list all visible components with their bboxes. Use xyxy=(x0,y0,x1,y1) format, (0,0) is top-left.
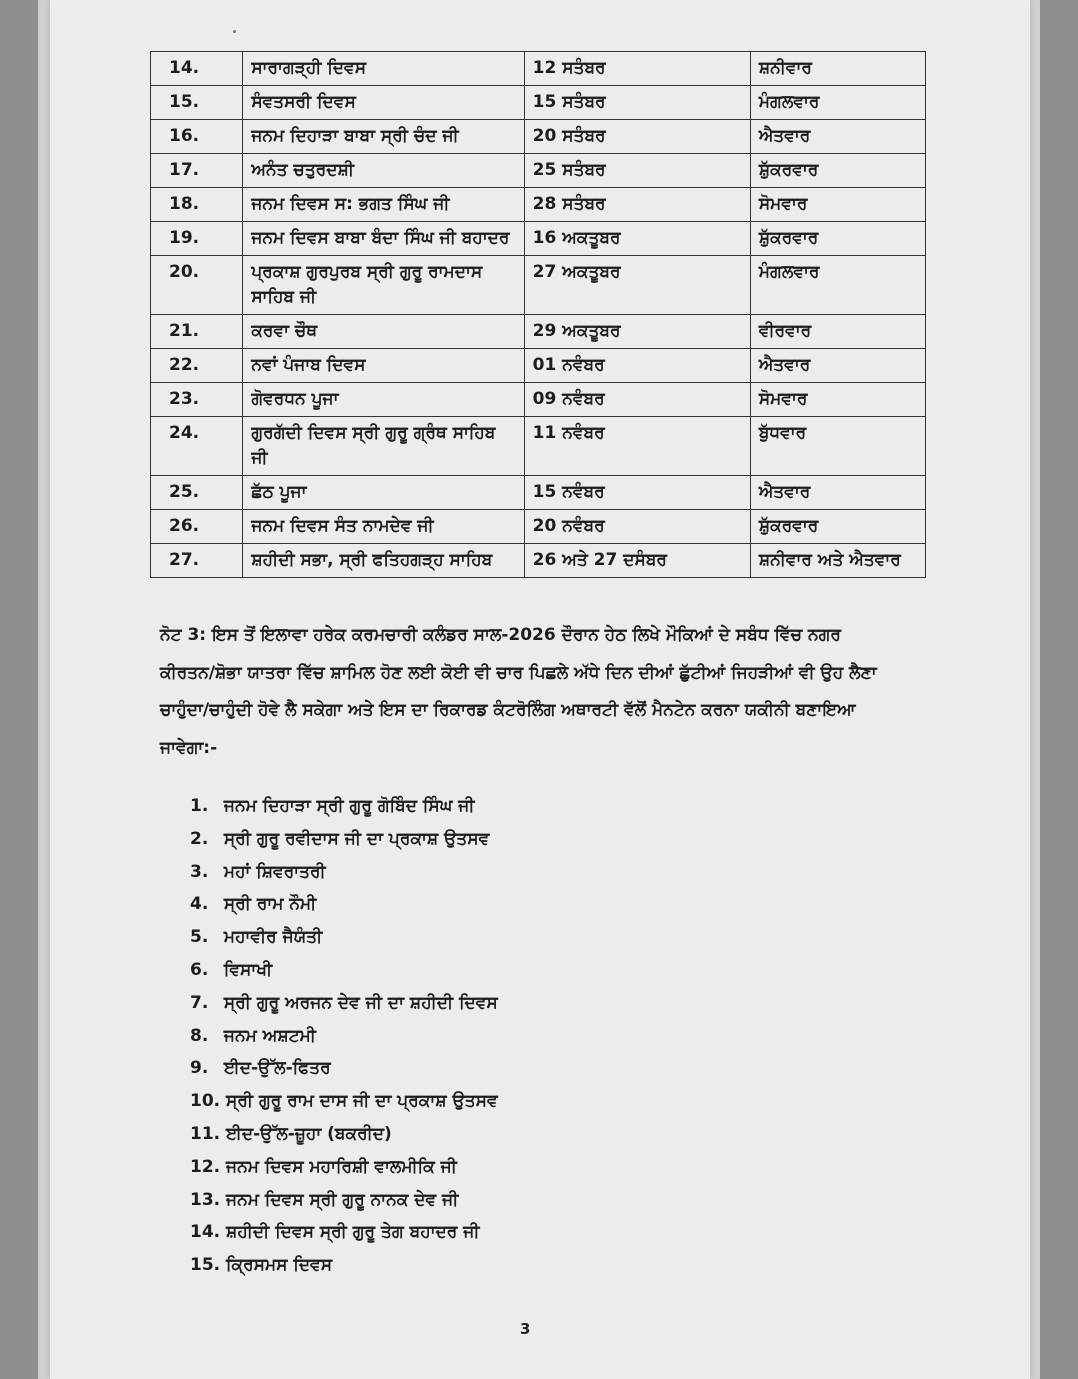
holiday-weekday: ਸ਼ੁੱਕਰਵਾਰ xyxy=(750,222,925,256)
holiday-weekday: ਐਤਵਾਰ xyxy=(750,349,925,383)
page-number: 3 xyxy=(520,1320,531,1338)
list-item-text: ਮਹਾਵੀਰ ਜੈਯੰਤੀ xyxy=(223,927,323,948)
holiday-name: ਜਨਮ ਦਿਵਸ ਸੰਤ ਨਾਮਦੇਵ ਜੀ xyxy=(243,510,524,544)
holiday-weekday: ਐਤਵਾਰ xyxy=(750,120,925,154)
list-item-text: ਮਹਾਂ ਸ਼ਿਵਰਾਤਰੀ xyxy=(223,861,326,882)
table-row xyxy=(151,52,926,86)
list-item xyxy=(190,921,498,954)
table-row xyxy=(151,256,926,315)
row-number: 15. xyxy=(151,86,243,120)
row-number: 23. xyxy=(151,383,243,417)
holiday-weekday: ਮੰਗਲਵਾਰ xyxy=(750,86,925,120)
row-number: 25. xyxy=(151,476,243,510)
holiday-weekday: ਸੋਮਵਾਰ xyxy=(750,383,925,417)
row-number: 16. xyxy=(151,120,243,154)
holiday-name: ਗੋਵਰਧਨ ਪੂਜਾ xyxy=(243,383,524,417)
holiday-date: 15 ਨਵੰਬਰ xyxy=(524,476,750,510)
list-item xyxy=(190,1151,498,1184)
table-row xyxy=(151,349,926,383)
holiday-weekday: ਬੁੱਧਵਾਰ xyxy=(750,417,925,476)
table-row xyxy=(151,544,926,578)
row-number: 19. xyxy=(151,222,243,256)
holiday-date: 20 ਨਵੰਬਰ xyxy=(524,510,750,544)
table-row xyxy=(151,188,926,222)
list-item-text: ਜਨਮ ਦਿਵਸ ਮਹਾਰਿਸ਼ੀ ਵਾਲਮੀਕਿ ਜੀ xyxy=(226,1156,457,1177)
row-number: 24. xyxy=(151,417,243,476)
holiday-weekday: ਸ਼ਨੀਵਾਰ xyxy=(750,52,925,86)
list-item-number: 2. xyxy=(190,828,209,849)
list-item xyxy=(190,987,498,1020)
row-number: 26. xyxy=(151,510,243,544)
list-item-text: ਈਦ-ਉੱਲ-ਫਿਤਰ xyxy=(223,1058,331,1079)
holiday-name: ਸ਼ਹੀਦੀ ਸਭਾ, ਸ੍ਰੀ ਫਤਿਹਗੜ੍ਹ ਸਾਹਿਬ xyxy=(243,544,524,578)
list-item-number: 1. xyxy=(190,796,209,816)
table-row xyxy=(151,315,926,349)
list-item-number: 8. xyxy=(190,1025,209,1046)
list-item-text: ਜਨਮ ਅਸ਼ਟਮੀ xyxy=(223,1025,316,1046)
row-number: 17. xyxy=(151,154,243,188)
list-item-text: ਸ੍ਰੀ ਗੁਰੂ ਰਵੀਦਾਸ ਜੀ ਦਾ ਪ੍ਰਕਾਸ਼ ਉਤਸਵ xyxy=(223,828,490,849)
list-item-number: 13. xyxy=(190,1189,221,1210)
list-item-text: ਜਨਮ ਦਿਵਸ ਸ੍ਰੀ ਗੁਰੂ ਨਾਨਕ ਦੇਵ ਜੀ xyxy=(226,1189,459,1210)
holiday-weekday: ਸੋਮਵਾਰ xyxy=(750,188,925,222)
row-number: 20. xyxy=(151,256,243,315)
table-row xyxy=(151,120,926,154)
list-item-number: 7. xyxy=(190,992,209,1013)
holiday-date: 16 ਅਕਤੂਬਰ xyxy=(524,222,750,256)
list-item-number: 12. xyxy=(190,1156,221,1177)
holiday-weekday: ਸ਼ੁੱਕਰਵਾਰ xyxy=(750,154,925,188)
holiday-name: ਗੁਰਗੱਦੀ ਦਿਵਸ ਸ੍ਰੀ ਗੁਰੂ ਗ੍ਰੰਥ ਸਾਹਿਬ ਜੀ xyxy=(243,417,524,476)
row-number: 27. xyxy=(151,544,243,578)
holiday-name: ਜਨਮ ਦਿਹਾੜਾ ਬਾਬਾ ਸ੍ਰੀ ਚੰਦ ਜੀ xyxy=(243,120,524,154)
list-item xyxy=(190,1216,498,1249)
table-row xyxy=(151,510,926,544)
holiday-weekday: ਐਤਵਾਰ xyxy=(750,476,925,510)
list-item-number: 15. xyxy=(190,1255,221,1276)
note-paragraph: ਨੋਟ 3: ਇਸ ਤੋਂ ਇਲਾਵਾ ਹਰੇਕ ਕਰਮਚਾਰੀ ਕਲੰਡਰ ਸਾਲ-2026 ਦੌਰਾਨ ਹੇਠ ਲਿਖੇ ਮੌਕਿਆਂ ਦੇ ਸਬੰਧ ਵਿੱਚ ਨਗਰ ਕੀਰਤਨ/ਸ਼ੋਭਾ ਯਾਤਰਾ ਵਿੱਚ ਸ਼ਾਮਿਲ ਹੋਣ ਲਈ ਕੋਈ ਵੀ ਚਾਰ ਪਿਛਲੇ ਅੱਧੇ ਦਿਨ ਦੀਆਂ ਛੁੱਟੀਆਂ ਜਿਹੜੀਆਂ ਵੀ ਉਹ ਲੈਣਾ ਚਾਹੁੰਦਾ/ਚਾਹੁੰਦੀ ਹੋਵੇ ਲੈ ਸਕੇਗਾ ਅਤੇ ਇਸ ਦਾ ਰਿਕਾਰਡ ਕੰਟਰੋਲਿੰਗ ਅਥਾਰਟੀ ਵੱਲੋਂ ਮੈਨਟੇਨ ਕਰਨਾ ਯਕੀਨੀ ਬਣਾਇਆ ਜਾਵੇਗਾ:- xyxy=(160,625,877,758)
scan-speck xyxy=(233,30,236,33)
holiday-name: ਨਵਾਂ ਪੰਜਾਬ ਦਿਵਸ xyxy=(243,349,524,383)
row-number: 14. xyxy=(151,52,243,86)
list-item xyxy=(190,1085,498,1118)
list-item-number: 6. xyxy=(190,959,209,980)
holiday-date: 27 ਅਕਤੂਬਰ xyxy=(524,256,750,315)
list-item-number: 11. xyxy=(190,1123,221,1144)
holiday-date: 26 ਅਤੇ 27 ਦਸੰਬਰ xyxy=(524,544,750,578)
list-item-number: 3. xyxy=(190,861,209,882)
holiday-date: 15 ਸਤੰਬਰ xyxy=(524,86,750,120)
list-item-number: 10. xyxy=(190,1091,221,1112)
list-item xyxy=(190,856,498,889)
list-item-text: ਜਨਮ ਦਿਹਾੜਾ ਸ੍ਰੀ ਗੁਰੂ ਗੋਬਿੰਦ ਸਿੰਘ ਜੀ xyxy=(223,796,475,816)
holiday-name: ਜਨਮ ਦਿਵਸ ਬਾਬਾ ਬੰਦਾ ਸਿੰਘ ਜੀ ਬਹਾਦਰ xyxy=(243,222,524,256)
list-item-text: ਸ਼ਹੀਦੀ ਦਿਵਸ ਸ੍ਰੀ ਗੁਰੂ ਤੇਗ ਬਹਾਦਰ ਜੀ xyxy=(226,1222,480,1243)
holiday-weekday: ਸ਼ੁੱਕਰਵਾਰ xyxy=(750,510,925,544)
row-number: 18. xyxy=(151,188,243,222)
table-row xyxy=(151,383,926,417)
list-item xyxy=(190,823,498,856)
holiday-name: ਜਨਮ ਦਿਵਸ ਸ: ਭਗਤ ਸਿੰਘ ਜੀ xyxy=(243,188,524,222)
holiday-name: ਕਰਵਾ ਚੌਥ xyxy=(243,315,524,349)
list-item-number: 14. xyxy=(190,1222,221,1243)
list-item xyxy=(190,954,498,987)
holiday-name: ਪ੍ਰਕਾਸ਼ ਗੁਰਪੁਰਬ ਸ੍ਰੀ ਗੁਰੂ ਰਾਮਦਾਸ ਸਾਹਿਬ ਜੀ xyxy=(243,256,524,315)
holiday-date: 25 ਸਤੰਬਰ xyxy=(524,154,750,188)
holiday-name: ਸੰਵਤਸਰੀ ਦਿਵਸ xyxy=(243,86,524,120)
list-item-number: 5. xyxy=(190,927,209,948)
holiday-table xyxy=(150,51,926,578)
list-item xyxy=(190,790,498,823)
occasion-list xyxy=(190,790,498,1282)
table-row xyxy=(151,476,926,510)
list-item-text: ਕ੍ਰਿਸਮਸ ਦਿਵਸ xyxy=(226,1255,333,1276)
table-row xyxy=(151,417,926,476)
holiday-date: 28 ਸਤੰਬਰ xyxy=(524,188,750,222)
row-number: 22. xyxy=(151,349,243,383)
holiday-weekday: ਮੰਗਲਵਾਰ xyxy=(750,256,925,315)
holiday-name: ਅਨੰਤ ਚਤੁਰਦਸ਼ੀ xyxy=(243,154,524,188)
holiday-date: 09 ਨਵੰਬਰ xyxy=(524,383,750,417)
list-item-text: ਵਿਸਾਖੀ xyxy=(223,959,273,980)
list-item xyxy=(190,1020,498,1053)
list-item-text: ਸ੍ਰੀ ਗੁਰੂ ਰਾਮ ਦਾਸ ਜੀ ਦਾ ਪ੍ਰਕਾਸ਼ ਉਤਸਵ xyxy=(226,1091,498,1112)
holiday-date: 29 ਅਕਤੂਬਰ xyxy=(524,315,750,349)
list-item-number: 9. xyxy=(190,1058,209,1079)
holiday-name: ਛੱਠ ਪੂਜਾ xyxy=(243,476,524,510)
table-row xyxy=(151,154,926,188)
list-item-text: ਸ੍ਰੀ ਰਾਮ ਨੌਮੀ xyxy=(223,894,317,915)
table-row xyxy=(151,222,926,256)
list-item-text: ਸ੍ਰੀ ਗੁਰੂ ਅਰਜਨ ਦੇਵ ਜੀ ਦਾ ਸ਼ਹੀਦੀ ਦਿਵਸ xyxy=(223,992,498,1013)
holiday-weekday: ਵੀਰਵਾਰ xyxy=(750,315,925,349)
list-item xyxy=(190,1052,498,1085)
holiday-weekday: ਸ਼ਨੀਵਾਰ ਅਤੇ ਐਤਵਾਰ xyxy=(750,544,925,578)
holiday-date: 20 ਸਤੰਬਰ xyxy=(524,120,750,154)
list-item xyxy=(190,1118,498,1151)
holiday-date: 01 ਨਵੰਬਰ xyxy=(524,349,750,383)
list-item xyxy=(190,1249,498,1282)
table-row xyxy=(151,86,926,120)
list-item-number: 4. xyxy=(190,894,209,915)
holiday-name: ਸਾਰਾਗੜ੍ਹੀ ਦਿਵਸ xyxy=(243,52,524,86)
list-item xyxy=(190,1184,498,1217)
list-item-text: ਈਦ-ਉੱਲ-ਜ਼ੂਹਾ (ਬਕਰੀਦ) xyxy=(226,1123,392,1144)
list-item xyxy=(190,888,498,921)
holiday-date: 12 ਸਤੰਬਰ xyxy=(524,52,750,86)
row-number: 21. xyxy=(151,315,243,349)
holiday-date: 11 ਨਵੰਬਰ xyxy=(524,417,750,476)
